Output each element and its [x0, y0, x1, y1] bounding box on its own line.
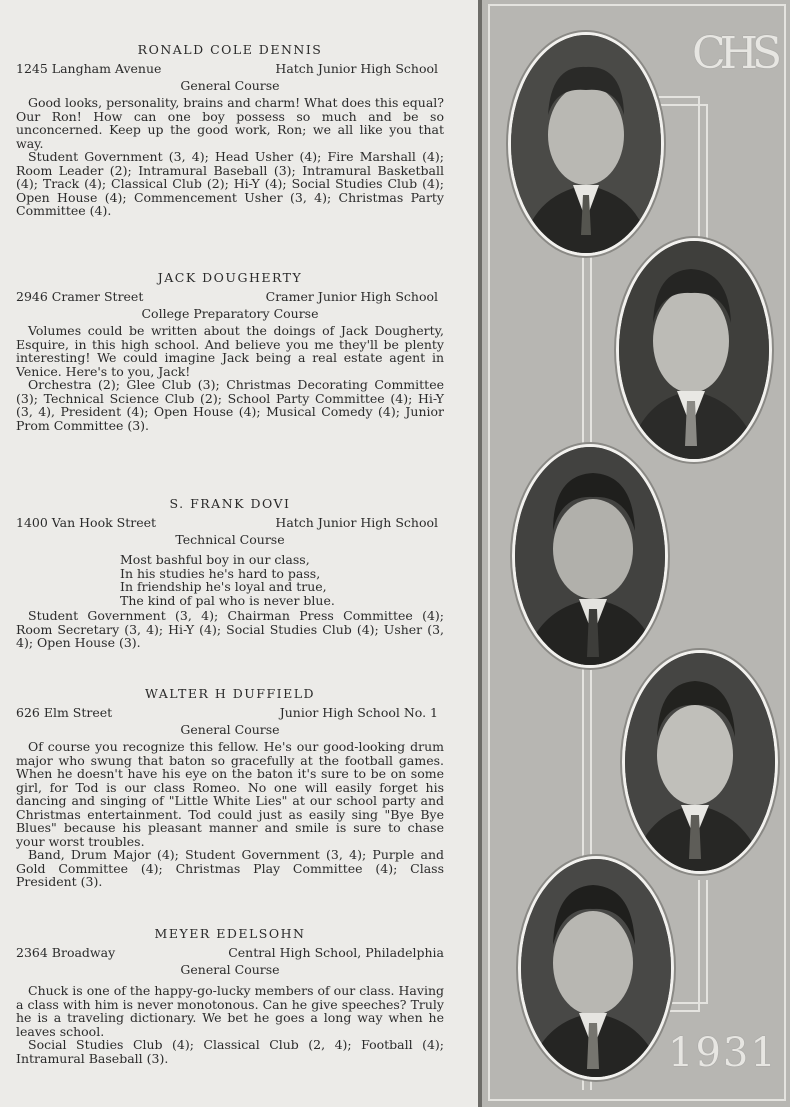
- home-address: 1245 Langham Avenue: [16, 61, 162, 76]
- poem-line: The kind of pal who is never blue.: [120, 592, 335, 608]
- senior-entry-dovi: [16, 496, 444, 650]
- portrait-photo-dougherty: [616, 238, 772, 462]
- school-monogram: CHS: [692, 28, 777, 79]
- previous-school: Cramer Junior High School: [265, 289, 438, 304]
- class-year: 1931: [668, 1030, 778, 1076]
- previous-school: Central High School, Philadelphia: [228, 945, 444, 960]
- student-name: RONALD COLE DENNIS: [137, 42, 323, 57]
- poem: [120, 553, 444, 607]
- senior-entry-dougherty: [16, 270, 444, 432]
- previous-school: Hatch Junior High School: [275, 61, 438, 76]
- home-address: 626 Elm Street: [16, 705, 113, 720]
- address-row: [16, 289, 444, 305]
- senior-entry-edelsohn: [16, 926, 444, 1065]
- portrait-icon: [619, 241, 769, 459]
- portrait-photo-dennis: [508, 32, 664, 256]
- entry-body: [16, 740, 444, 889]
- entry-body: [16, 324, 444, 432]
- activities-paragraph: Social Studies Club (4); Classical Club (2, 4); Football (4); Intramural Baseball (3).: [16, 1037, 444, 1066]
- activities-paragraph: Band, Drum Major (4); Student Government (3, 4); Purple and Gold Committee (4); Christmas Play Committee (4); Class President (3).: [16, 847, 444, 889]
- entry-body: [16, 609, 444, 650]
- student-name: S. FRANK DOVI: [169, 496, 291, 511]
- home-address: 2364 Broadway: [16, 945, 116, 960]
- write-up-paragraph: Volumes could be written about the doings of Jack Dougherty, Esquire, in this high school. And believe you me they'll be plenty interesting! We could imagine Jack being a real estate agent in Venice. Here's to you, Jack!: [16, 323, 444, 379]
- decorative-rule: [698, 880, 700, 1010]
- activities-paragraph: Student Government (3, 4); Head Usher (4); Fire Marshall (4); Room Leader (2); Intramural Baseball (3); Intramural Basketball (4); Track (4); Classical Club (2); Hi-Y (4); Social Studies Club (4); Open House (4); Commencement Usher (3, 4); Christmas Party Committee (4).: [16, 149, 444, 218]
- course-name: General Course: [180, 962, 280, 977]
- poem-line: Most bashful boy in our class,: [120, 552, 310, 567]
- course-name: General Course: [180, 78, 280, 93]
- poem-line: In his studies he's hard to pass,: [120, 565, 321, 581]
- write-up-paragraph: Good looks, personality, brains and charm! What does this equal? Our Ron! How can one boy possess so much and be so unconcerned. Keep up the good work, Ron; we all like you that way.: [16, 95, 444, 151]
- address-row: [16, 705, 444, 721]
- photo-panel: [478, 0, 790, 1107]
- portrait-icon: [625, 653, 775, 871]
- student-name: JACK DOUGHERTY: [157, 270, 303, 285]
- senior-entry-dennis: [16, 42, 444, 218]
- previous-school: Hatch Junior High School: [275, 515, 438, 530]
- portrait-photo-dovi: [512, 444, 668, 668]
- course-name: College Preparatory Course: [141, 306, 319, 321]
- entry-body: [16, 96, 444, 218]
- senior-entry-duffield: [16, 686, 444, 889]
- student-name: WALTER H DUFFIELD: [144, 686, 316, 701]
- portrait-icon: [511, 35, 661, 253]
- portrait-icon: [521, 859, 671, 1077]
- portrait-photo-duffield: [622, 650, 778, 874]
- portrait-icon: [515, 447, 665, 665]
- activities-paragraph: Orchestra (2); Glee Club (3); Christmas Decorating Committee (3); Technical Science Club (2); School Party Committee (4); Hi-Y (3, 4), President (4); Open House (4); Musical Comedy (4); Junior Prom Committee (3).: [16, 377, 444, 433]
- activities-paragraph: Student Government (3, 4); Chairman Press Committee (4); Room Secretary (3, 4); Hi-Y (4); Social Studies Club (4); Usher (3, 4); Open House (3).: [16, 608, 444, 650]
- course-name: General Course: [180, 722, 280, 737]
- write-up-paragraph: Chuck is one of the happy-go-lucky members of our class. Having a class with him is never monotonous. Can he give speeches? Truly he is a traveling dictionary. We bet he goes a long way when he leaves school.: [16, 983, 444, 1039]
- write-up-paragraph: Of course you recognize this fellow. He's our good-looking drum major who swung that baton so gracefully at the football games. When he doesn't have his eye on the baton it's sure to be on some girl, for Tod is our class Romeo. No one will easily forget his dancing and singing of "Little White Lies" at our school party and Christmas entertainment. Tod could just as easily sing "Bye Bye Blues" because his pleasant manner and smile is sure to chase your worst troubles.: [16, 739, 444, 849]
- portrait-photo-edelsohn: [518, 856, 674, 1080]
- address-row: [16, 945, 444, 961]
- previous-school: Junior High School No. 1: [279, 705, 438, 720]
- poem-line: In friendship he's loyal and true,: [120, 579, 327, 594]
- address-row: [16, 61, 444, 77]
- address-row: [16, 515, 444, 531]
- course-name: Technical Course: [175, 532, 285, 547]
- student-name: MEYER EDELSOHN: [154, 926, 306, 941]
- home-address: 2946 Cramer Street: [16, 289, 144, 304]
- decorative-rule: [706, 880, 708, 1002]
- entry-body: [16, 984, 444, 1065]
- home-address: 1400 Van Hook Street: [16, 515, 157, 530]
